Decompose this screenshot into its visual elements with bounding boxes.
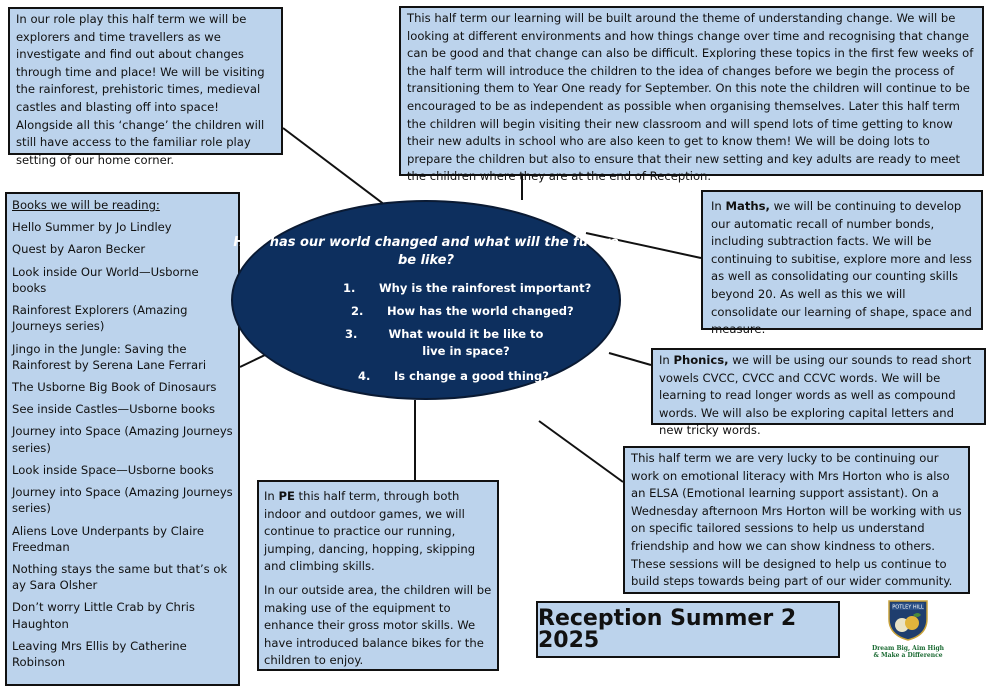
maths-subject: Maths, (725, 199, 770, 213)
book-item: Aliens Love Underpants by Claire Freedman (12, 523, 204, 554)
role-play-text: In our role play this half term we will be explorers and time travellers as we investigate and find out about changes through time and place! We will be visiting the rainforest, prehistoric times, medieval castles and blasting off into space! Alongside all this ‘change’ the children will still have access to the familiar role play setting of our home corner. (16, 12, 265, 167)
books-title: Books we will be reading: (12, 198, 160, 212)
page-title: Reception Summer 2 2025 (538, 605, 797, 653)
role-play-box (8, 7, 283, 167)
phonics-body: we will be using our sounds to read short vowels CVCC, CVCC and CCVC words. We will be learning to read longer words as well as compound words. We will also be exploring capital letters and new tricky words. (659, 353, 972, 438)
theme-text: This half term our learning will be built around the theme of understanding change. We will be looking at different environments and how things change over time and recognising that change can be good and that change can also be difficult. Exploring these topics in the first few weeks of the half term will introduce the children to the idea of changes before we begin the process of transitioning them to Year One ready for September. On this note the children will continue to be encouraged to be as independent as possible when organising themselves. Later this half term the children will begin visiting their new classroom and will spend lots of time getting to know their new adults in school who are also keen to get to know them! We will be doing lots to prepare the children but also to ensure that their new setting and key adults are ready to meet the children where they are at the end of Reception. (407, 11, 974, 184)
school-logo (858, 597, 958, 663)
question-number: 3. (345, 327, 358, 341)
book-item: Leaving Mrs Ellis by Catherine Robinson (12, 638, 187, 670)
books-box (5, 192, 240, 686)
question-item (345, 326, 565, 359)
book-item: Look inside Space—Usborne books (12, 462, 214, 477)
elsa-box (623, 446, 970, 594)
school-crest-icon (885, 597, 931, 641)
question-text: Is change a good thing? (394, 369, 549, 383)
phonics-text (659, 352, 978, 440)
maths-text (711, 198, 973, 339)
page-title-box (536, 601, 840, 658)
central-question-ellipse (231, 200, 621, 400)
logo-motto-2: & Make a Difference (873, 652, 943, 660)
book-item: Journey into Space (Amazing Journeys series) (12, 485, 233, 516)
book-item: Look inside Our World—Usborne books (12, 264, 199, 295)
book-item: Don’t worry Little Crab by Chris Haughton (12, 600, 195, 631)
book-item: See inside Castles—Usborne books (12, 402, 216, 417)
elsa-text: This half term we are very lucky to be continuing our work on emotional literacy with Mrs Horton who is also an ELSA (Emotional learning support assistant). On a Wednesday afternoon Mrs Horton will be working with us on specific tailored sessions to help us understand friendship and how we can show kindness to others. These sessions will be designed to help us continue to build steps towards being part of our wider community. (631, 451, 962, 589)
pe-text (264, 488, 492, 576)
question-item (343, 280, 591, 297)
pe-prefix: In (264, 489, 279, 503)
pe-body: this half term, through both indoor and outdoor games, we will continue to practice our running, jumping, dancing, hopping, skipping and climbing skills. (264, 489, 476, 574)
book-item: Jingo in the Jungle: Saving the Rainforest by Serena Lane Ferrari (12, 341, 207, 372)
maths-body: we will be continuing to develop our automatic recall of number bonds, including subtraction facts. We will be continuing to subitise, explore more and less as well as consolidating our counting skills beyond 20. As well as this we will consolidate our learning of shape, space and measure. (711, 199, 972, 337)
question-item (351, 303, 574, 320)
book-item: Rainforest Explorers (Amazing Journeys series) (12, 303, 188, 334)
central-question-title: How has our world changed and what will the future be like? (233, 235, 619, 269)
question-number: 2. (351, 304, 364, 318)
question-number: 4. (358, 369, 371, 383)
pe-box (257, 480, 499, 671)
question-item (358, 368, 549, 385)
pe-subject: PE (278, 489, 295, 503)
question-text: Why is the rainforest important? (379, 281, 592, 295)
logo-name: POTLEY HILL (892, 604, 924, 611)
book-item: The Usborne Big Book of Dinosaurs (12, 379, 217, 394)
phonics-prefix: In (659, 353, 674, 367)
phonics-box (651, 348, 986, 438)
phonics-subject: Phonics, (673, 353, 729, 367)
question-text: How has the world changed? (387, 304, 574, 318)
maths-prefix: In (711, 199, 726, 213)
book-item: Journey into Space (Amazing Journeys series) (12, 424, 233, 455)
maths-box (701, 190, 983, 337)
question-text: What would it be like to live in space? (388, 327, 544, 358)
book-item: Hello Summer by Jo Lindley (12, 220, 172, 235)
book-item: Nothing stays the same but that’s ok ay Sara Olsher (12, 561, 228, 593)
book-item: Quest by Aaron Becker (12, 242, 146, 257)
theme-box (399, 6, 984, 184)
logo-motto-1: Dream Big, Aim High (871, 645, 945, 652)
pe-outdoor-text: In our outside area, the children will be making use of the equipment to enhance their gross motor skills. We have introduced balance bikes for the children to enjoy. (264, 583, 492, 668)
question-number: 1. (343, 281, 356, 295)
